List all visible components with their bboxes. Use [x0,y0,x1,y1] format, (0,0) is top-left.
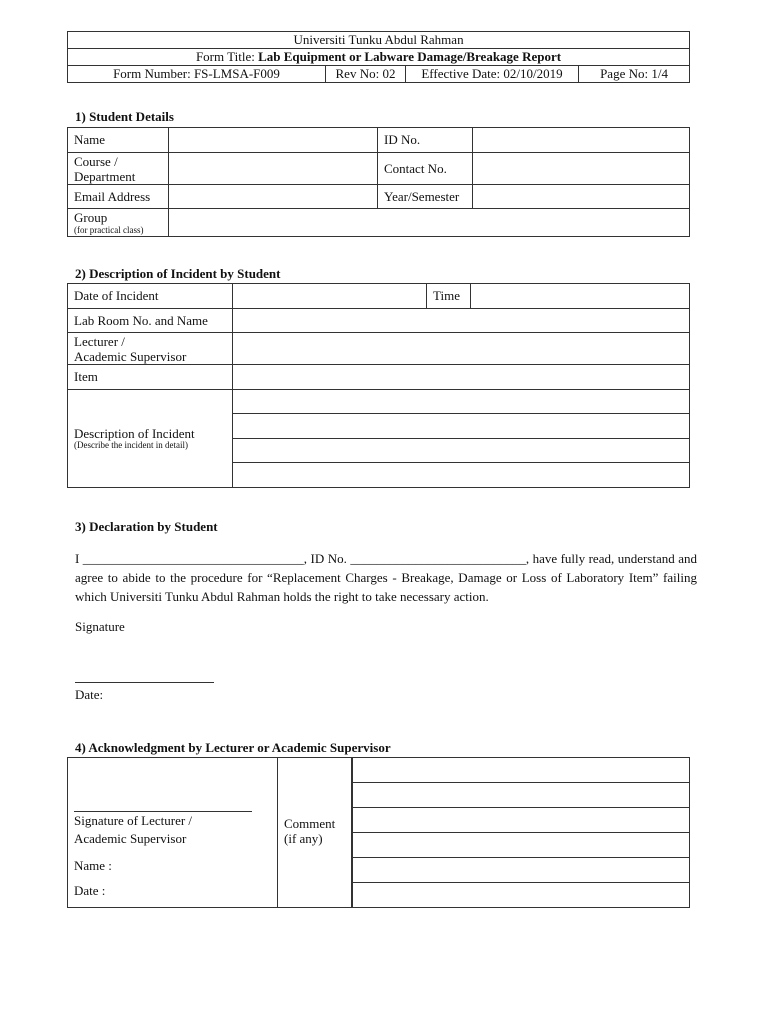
date-of-incident-field[interactable] [233,284,427,309]
page-no: Page No: 1/4 [579,66,690,83]
lecturer-signature-label-line1: Signature of Lecturer / [74,813,193,828]
group-field[interactable] [169,209,690,237]
section1-title: 1) Student Details [75,109,174,124]
lecturer-date-label: Date : [74,883,106,898]
lecturer-label [68,333,233,365]
course-department-label: Course / Department [68,153,169,185]
group-label [68,209,169,237]
comment-line-5[interactable] [353,857,690,882]
comment-line-1[interactable] [353,757,690,782]
lab-room-field[interactable] [233,309,690,333]
declaration-text: I __________________________________, ID No. ___________________________, have fully read, understand and agree to abide to the procedure for “Replacement Charges - Breakage, Damage or Loss of Laboratory Item” failing which Universiti Tunku Abdul Rahman holds the right to take necessary action. [75,551,697,604]
year-semester-field[interactable] [473,185,690,209]
declaration-date-label: Date: [75,687,104,702]
description-line-4[interactable] [233,463,690,488]
rev-no: Rev No: 02 [326,66,406,83]
student-signature-line[interactable] [75,682,214,683]
lecturer-field[interactable] [233,333,690,365]
comment-label [278,758,352,908]
email-field[interactable] [169,185,378,209]
comment-lines [352,757,690,908]
lecturer-name-label: Name : [74,858,112,873]
course-department-field[interactable] [169,153,378,185]
comment-lines-cell [352,758,690,908]
comment-line-3[interactable] [353,807,690,832]
comment-line-6[interactable] [353,882,690,907]
lecturer-label-line2: Academic Supervisor [74,348,187,364]
description-label [68,390,233,488]
item-field[interactable] [233,365,690,390]
incident-table [67,283,690,488]
signature-label: Signature [75,619,125,634]
comment-label-line2: (if any) [284,831,323,846]
form-title-text: Lab Equipment or Labware Damage/Breakage Report [258,49,562,64]
contact-no-field[interactable] [473,153,690,185]
comment-line-2[interactable] [353,782,690,807]
id-no-label: ID No. [378,128,473,153]
year-semester-label: Year/Semester [378,185,473,209]
university-name: Universiti Tunku Abdul Rahman [68,32,690,49]
name-label: Name [68,128,169,153]
description-line-3[interactable] [233,439,690,463]
form-title-prefix: Form Title: [195,49,259,64]
section4-title: 4) Acknowledgment by Lecturer or Academic Supervisor [75,740,391,755]
form-header [67,31,690,83]
section3-title: 3) Declaration by Student [75,519,218,534]
effective-date: Effective Date: 02/10/2019 [406,66,579,83]
name-field[interactable] [169,128,378,153]
group-label-text: Group [74,209,108,225]
item-label: Item [68,365,233,390]
email-label: Email Address [68,185,169,209]
time-field[interactable] [471,284,690,309]
time-label: Time [427,284,471,309]
id-no-field[interactable] [473,128,690,153]
lab-room-label: Lab Room No. and Name [68,309,233,333]
comment-label-line1: Comment [284,816,336,831]
contact-no-label: Contact No. [378,153,473,185]
description-label-text: Description of Incident [74,426,195,441]
section2-title: 2) Description of Incident by Student [75,266,281,281]
acknowledgment-table [67,757,690,908]
group-note: (for practical class) [74,224,144,235]
description-note: (Describe the incident in detail) [74,440,188,450]
description-line-1[interactable] [233,390,690,414]
lecturer-label-line1: Lecturer / [74,333,125,349]
date-of-incident-label: Date of Incident [68,284,233,309]
student-details-table [67,127,690,237]
form-title [68,49,690,66]
description-line-2[interactable] [233,414,690,439]
lecturer-signature-label-line2: Academic Supervisor [74,831,187,846]
comment-line-4[interactable] [353,832,690,857]
form-number: Form Number: FS-LMSA-F009 [68,66,326,83]
acknowledgment-left-cell [68,758,278,908]
lecturer-signature-line[interactable] [74,811,252,812]
